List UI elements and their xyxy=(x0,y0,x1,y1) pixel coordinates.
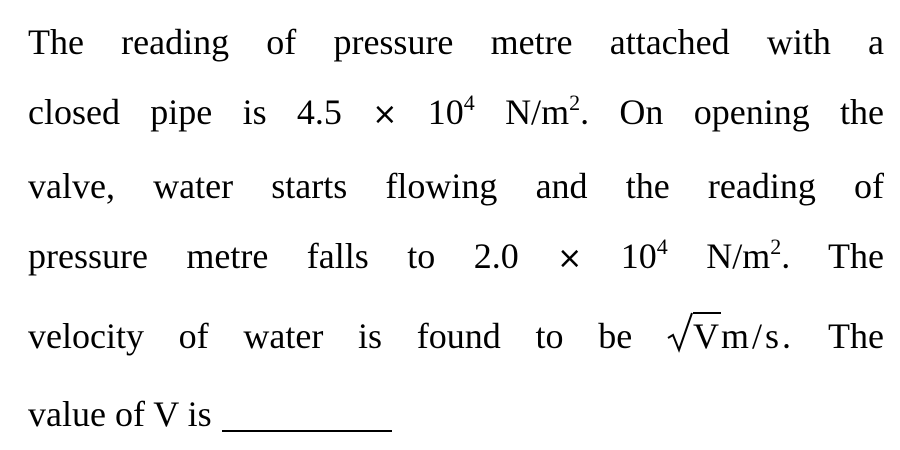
exponent-4: 4 xyxy=(656,234,668,259)
initial-pressure-value: closed pipe is 4.5 xyxy=(28,92,342,132)
multiply-sign: × xyxy=(557,241,583,276)
radicand-v: V xyxy=(693,312,721,356)
question-line-3 xyxy=(28,156,884,216)
velocity-expression xyxy=(667,316,794,356)
exponent-2: 2 xyxy=(770,234,782,259)
final-pressure-value: pressure metre falls to 2.0 xyxy=(28,236,519,276)
line-4-tail: . The xyxy=(781,236,884,276)
answer-blank xyxy=(222,396,392,432)
base-ten: 10 xyxy=(620,236,657,276)
line-2-tail: . On opening the xyxy=(580,92,885,132)
square-root xyxy=(667,306,721,366)
unit-n-per-m: N/m xyxy=(505,92,570,132)
question-line-6 xyxy=(28,384,884,444)
question-line-1 xyxy=(28,12,884,72)
base-ten: 10 xyxy=(427,92,464,132)
velocity-unit: m/s. xyxy=(720,316,794,356)
question-line-4 xyxy=(28,226,884,286)
power-of-ten xyxy=(621,236,668,276)
line-5-tail: The xyxy=(828,316,884,356)
exponent-2: 2 xyxy=(569,90,581,115)
line-3-text: valve, water starts flowing and the reading of xyxy=(28,166,884,206)
line-5-text: velocity of water is found to be xyxy=(28,316,633,356)
pressure-unit xyxy=(706,236,884,276)
pressure-unit xyxy=(505,92,884,132)
power-of-ten xyxy=(428,92,475,132)
unit-n-per-m: N/m xyxy=(706,236,771,276)
exponent-4: 4 xyxy=(463,90,475,115)
line-1-text: The reading of pressure metre attached with a xyxy=(28,22,884,62)
question-line-5 xyxy=(28,306,884,366)
radical-sign-icon xyxy=(667,312,693,354)
line-6-text: value of V is xyxy=(28,394,212,434)
multiply-sign: × xyxy=(372,97,398,132)
question-line-2 xyxy=(28,82,884,142)
